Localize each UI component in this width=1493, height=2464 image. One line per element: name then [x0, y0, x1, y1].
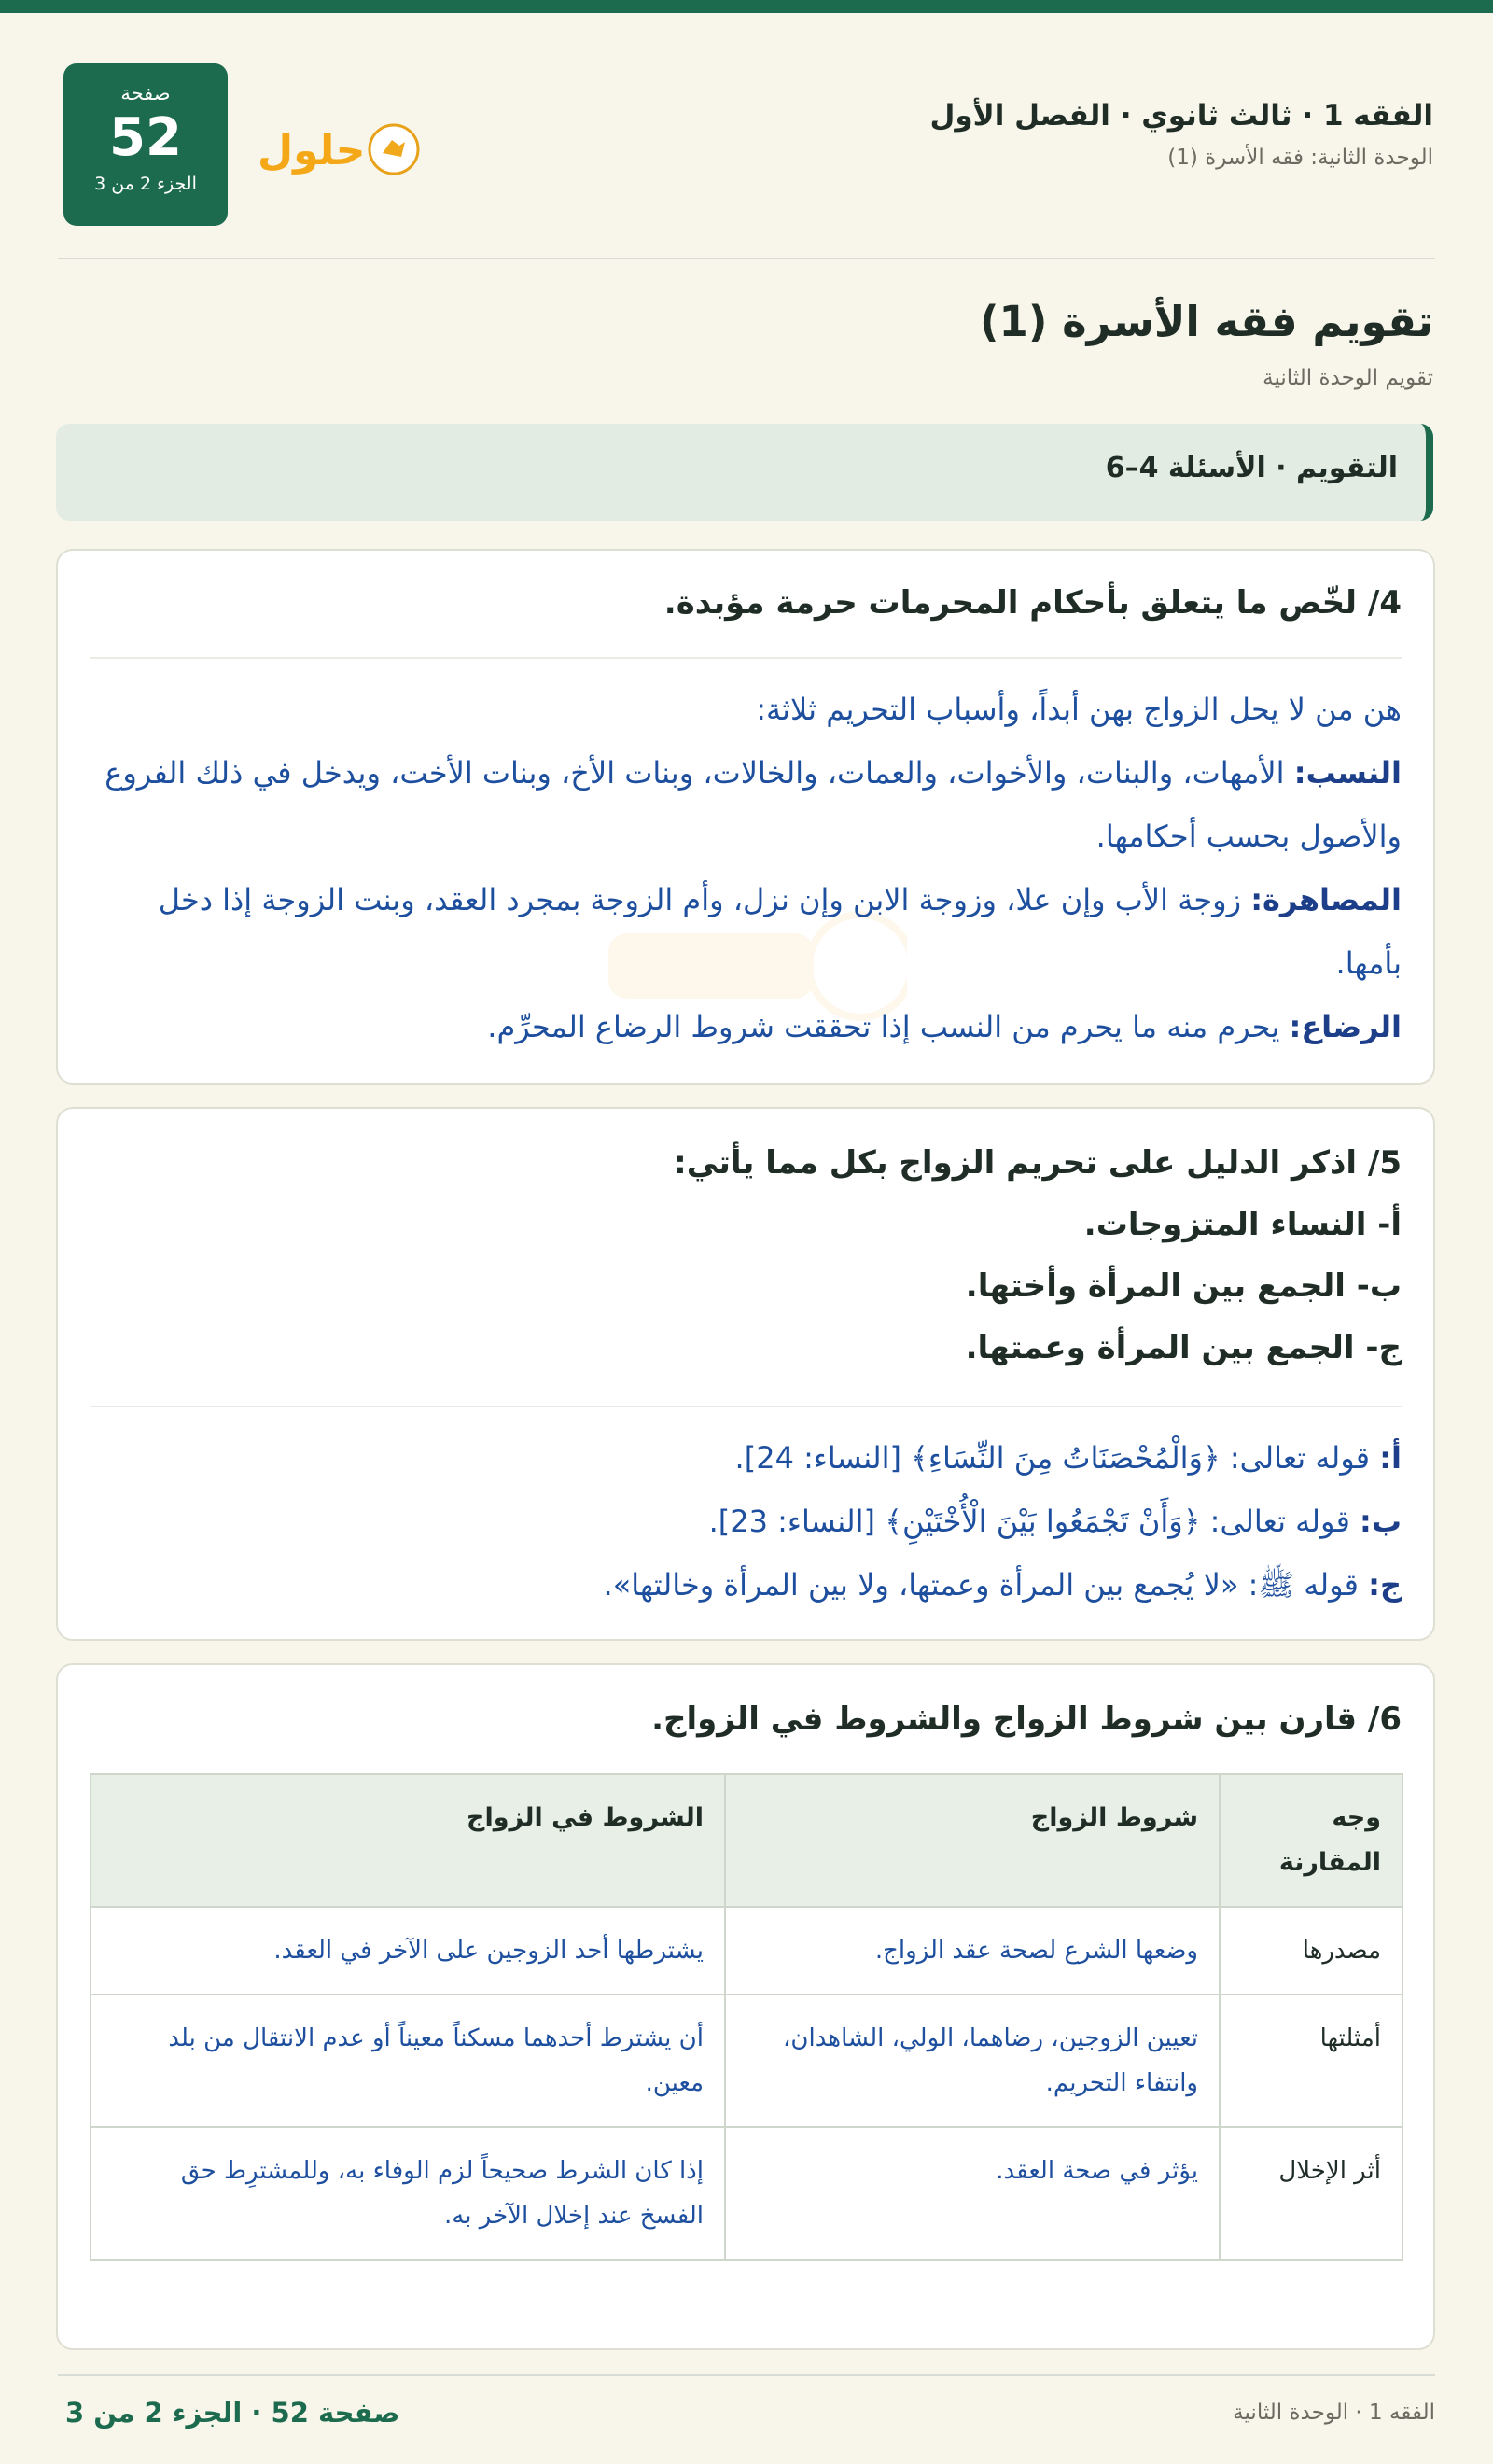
question-4-divider — [90, 657, 1402, 659]
question-5-card — [56, 1107, 1435, 1641]
hulul-logo — [254, 112, 422, 187]
top-accent-bar — [0, 0, 1493, 13]
table-cell: مصدرها — [1220, 1907, 1402, 1995]
question-5-divider — [90, 1406, 1402, 1407]
table-cell: تعيين الزوجين، رضاهما، الولي، الشاهدان، وانتفاء التحريم. — [725, 1995, 1220, 2127]
page-badge — [63, 63, 228, 226]
answer-item-label: أ: — [1379, 1440, 1402, 1476]
table-header-cell: الشروط في الزواج — [91, 1774, 725, 1907]
question-4-card — [56, 549, 1435, 1085]
table-cell: وضعها الشرع لصحة عقد الزواج. — [725, 1907, 1220, 1995]
answer-item — [90, 1490, 1402, 1553]
table-cell: أن يشترط أحدهما مسكناً معيناً أو عدم الانتقال من بلد معين. — [91, 1995, 725, 2127]
page-footer — [58, 2397, 1435, 2438]
table-header-row — [91, 1774, 1402, 1907]
svg-text:حلول: حلول — [258, 127, 366, 175]
answer-item-text: يحرم منه ما يحرم من النسب إذا تحققت شروط الرضاع المحرِّم. — [487, 1009, 1280, 1044]
banner-label: التقويم · الأسئلة 4–6 — [1105, 452, 1398, 484]
answer-item-label: ب: — [1360, 1504, 1402, 1539]
footer-page-info: صفحة 52 · الجزء 2 من 3 — [65, 2397, 400, 2429]
answer-item — [90, 1426, 1402, 1490]
section-title: تقويم فقه الأسرة (1) — [979, 297, 1433, 346]
answer-item — [90, 868, 1402, 995]
question-5-part-b: ب- الجمع بين المرأة وأختها. — [965, 1267, 1402, 1305]
question-4-text: 4/ لخّص ما يتعلق بأحكام المحرمات حرمة مؤبدة. — [663, 584, 1402, 622]
page-label: صفحة — [120, 82, 171, 105]
header-text — [929, 99, 1433, 170]
answer-item-label: النسب: — [1293, 755, 1402, 791]
header-divider — [58, 258, 1435, 259]
question-5-part-c: ج- الجمع بين المرأة وعمتها. — [965, 1329, 1402, 1366]
table-header-cell: شروط الزواج — [725, 1774, 1220, 1907]
question-6-text: 6/ قارن بين شروط الزواج والشروط في الزواج. — [651, 1701, 1402, 1738]
answer-item-text: زوجة الأب وإن علا، وزوجة الابن وإن نزل، وأم الزوجة بمجرد العقد، وبنت الزوجة إذا دخل بأمها. — [158, 882, 1402, 981]
question-5-answer — [90, 1426, 1402, 1617]
footer-book-info: الفقه 1 · الوحدة الثانية — [1233, 2401, 1435, 2425]
answer-item-text: قوله تعالى: ﴿وَالْمُحْصَنَاتُ مِنَ النِّسَاءِ﴾ [النساء: 24]. — [734, 1440, 1371, 1476]
answer-item-label: المصاهرة: — [1250, 882, 1402, 917]
table-cell: إذا كان الشرط صحيحاً لزم الوفاء به، وللمشترِط حق الفسخ عند إخلال الآخر به. — [91, 2127, 725, 2260]
page-part: الجزء 2 من 3 — [94, 174, 197, 194]
table-row — [91, 1907, 1402, 1995]
answer-item — [90, 741, 1402, 868]
answer-item — [90, 995, 1402, 1058]
table-cell: يؤثر في صحة العقد. — [725, 2127, 1220, 2260]
table-cell: يشترطها أحد الزوجين على الآخر في العقد. — [91, 1907, 725, 1995]
page-number: 52 — [109, 107, 182, 168]
question-5-text: 5/ اذكر الدليل على تحريم الزواج بكل مما يأتي: — [674, 1144, 1402, 1182]
answer-item — [90, 1553, 1402, 1617]
comparison-table — [90, 1773, 1403, 2261]
answer-item-text: قوله ﷺ: «لا يُجمع بين المرأة وعمتها، ولا بين المرأة وخالتها». — [603, 1567, 1359, 1603]
table-cell: أثر الإخلال — [1220, 2127, 1402, 2260]
footer-divider — [58, 2374, 1435, 2376]
table-cell: أمثلتها — [1220, 1995, 1402, 2127]
book-title: الفقه 1 · ثالث ثانوي · الفصل الأول — [929, 99, 1433, 133]
table-row — [91, 1995, 1402, 2127]
questions-banner — [56, 424, 1433, 521]
answer-item-label: ج: — [1368, 1567, 1402, 1603]
answer-item-text: قوله تعالى: ﴿وَأَنْ تَجْمَعُوا بَيْنَ الْأُخْتَيْنِ﴾ [النساء: 23]. — [708, 1504, 1350, 1539]
answer-item-label: الرضاع: — [1289, 1009, 1402, 1044]
question-6-card — [56, 1663, 1435, 2350]
answer-item-text: الأمهات، والبنات، والأخوات، والعمات، والخالات، وبنات الأخ، وبنات الأخت، ويدخل في ذلك الفروع والأصول بحسب أحكامها. — [105, 755, 1402, 854]
unit-subtitle: الوحدة الثانية: فقه الأسرة (1) — [1167, 146, 1433, 170]
question-4-answer — [90, 678, 1402, 1058]
answer-intro: هن من لا يحل الزواج بهن أبداً، وأسباب التحريم ثلاثة: — [756, 692, 1402, 727]
question-5-part-a: أ- النساء المتزوجات. — [1083, 1206, 1402, 1243]
table-header-cell: وجه المقارنة — [1220, 1774, 1402, 1907]
table-row — [91, 2127, 1402, 2260]
section-subtitle: تقويم الوحدة الثانية — [1263, 366, 1433, 390]
page-header — [58, 63, 1433, 230]
